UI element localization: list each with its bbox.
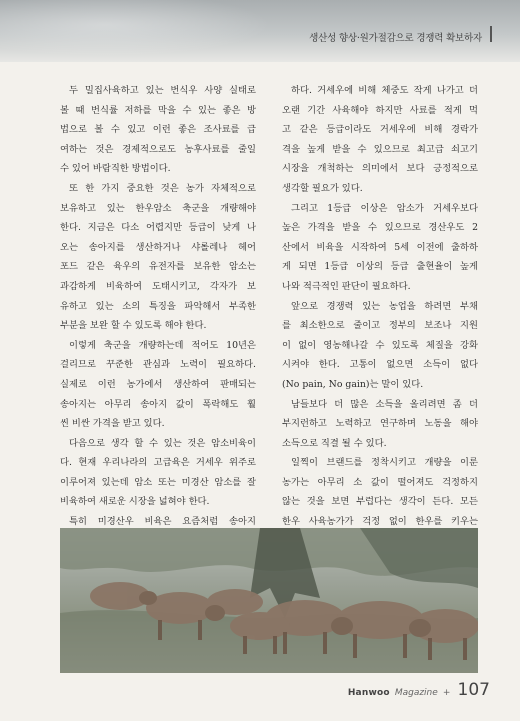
text-line: 고 같은 등급이라도 거세우에 비해 경락가 <box>282 124 478 136</box>
text-line: 이루어져 있는데 암소 또는 미경산 암소를 잘 <box>60 476 256 488</box>
text-line: 수 있어 바람직한 방법이다. <box>60 163 171 175</box>
right-column <box>282 81 478 551</box>
text-line: 이렇게 축군을 개량하는데 적어도 10년은 <box>69 339 256 351</box>
text-line: 법으로 볼 수 있고 이런 좋은 조사료를 급 <box>60 124 256 136</box>
text-line: 한우 사육농가가 걱정 없이 한우를 키우는 <box>282 516 478 528</box>
text-line: 두 밀집사육하고 있는 번식우 사양 실태로 <box>69 85 256 96</box>
text-line: 또 한 가지 중요한 것은 농가 자체적으로 <box>69 182 256 194</box>
text-line: 유하고 있는 소의 특징을 파악해서 부족한 <box>60 300 256 312</box>
paragraph <box>282 199 478 297</box>
text-line: 게 되면 1등급 이상의 등급 출현율이 높게 <box>282 261 478 273</box>
footer-plus: + <box>442 688 451 698</box>
page-footer <box>348 680 490 700</box>
text-line: 하다. 거세우에 비해 체중도 작게 나가고 더 <box>291 85 478 96</box>
text-line: 앞으로 경쟁력 있는 농업을 하려면 부채 <box>291 300 478 312</box>
text-line: 나와 적극적인 판단이 필요하다. <box>282 280 411 292</box>
text-line: 소득으로 직결 될 수 있다. <box>282 437 387 449</box>
text-line: 생각할 필요가 있다. <box>282 182 363 194</box>
text-line: (No pain, No gain)는 말이 있다. <box>282 378 424 390</box>
cattle-photo <box>60 528 478 673</box>
text-line: 산에서 비육을 시작하여 5세 이전에 출하하 <box>282 241 478 253</box>
text-line: 일찍이 브랜드를 정착시키고 개량을 이룬 <box>291 457 478 469</box>
text-line: 과감하게 비육하여 도태시키고, 각자가 보 <box>60 280 256 292</box>
text-line: 시장을 개척하는 의미에서 보다 긍정적으로 <box>282 163 478 175</box>
paragraph <box>282 297 478 395</box>
text-line: 이 없이 영농해나갈 수 있도록 체질을 강화 <box>282 339 478 351</box>
text-line: 볼 때 번식률 저하를 막을 수 있는 좋은 방 <box>60 104 256 116</box>
paragraph <box>60 336 256 434</box>
text-line: 보유하고 있는 한우암소 축군을 개량해야 <box>60 202 256 214</box>
paragraph <box>60 434 256 512</box>
text-line: 걸리므로 꾸준한 관심과 노력이 필요하다. <box>60 359 256 371</box>
header-divider-bar <box>490 26 492 42</box>
text-line: 다. 현재 우리나라의 고급육은 거세우 위주로 <box>60 457 256 469</box>
paragraph <box>282 395 478 454</box>
text-line: 포드 같은 육우의 유전자를 보유한 암소는 <box>60 261 256 273</box>
paragraph <box>282 81 478 199</box>
text-line: 실제로 이런 농가에서 생산하여 판매되는 <box>60 378 256 390</box>
text-line: 한다. 지금은 다소 어렵지만 등급이 낮게 나 <box>60 222 256 234</box>
paragraph <box>60 81 256 179</box>
footer-brand: Hanwoo <box>347 688 390 698</box>
text-line: 송아지는 아무리 송아지 값이 폭락해도 훨 <box>60 398 256 410</box>
text-line: 씬 비싼 가격을 받고 있다. <box>60 418 165 430</box>
cattle-photo-illustration <box>60 528 478 673</box>
text-line: 높은 가격을 받을 수 있으므로 경산우도 2 <box>282 222 478 234</box>
header-title: 생산성 향상·원가절감으로 경쟁력 확보하자 <box>309 33 482 44</box>
text-line: 그리고 1등급 이상은 암소가 거세우보다 <box>291 202 478 214</box>
page-number: 107 <box>457 680 490 700</box>
header-band <box>0 0 520 62</box>
paragraph <box>60 179 256 336</box>
article-body <box>60 81 478 528</box>
text-line: 를 최소한으로 줄이고 정부의 보조나 지원 <box>282 320 478 332</box>
text-line: 않는 것을 보면 부럽다는 생각이 든다. 모든 <box>282 496 478 508</box>
text-line: 격을 높게 받을 수 있으므로 최고급 쇠고기 <box>282 143 478 155</box>
text-line: 여하는 것은 경제적으로도 농후사료를 줄일 <box>60 143 256 155</box>
left-column <box>60 81 256 551</box>
text-line: 부지런하고 노력하고 연구하며 노동을 해야 <box>282 418 478 430</box>
text-line: 다음으로 생각 할 수 있는 것은 암소비육이 <box>69 437 256 449</box>
text-line: 남들보다 더 많은 소득을 올리려면 좀 더 <box>291 398 478 410</box>
text-line: 오랜 기간 사육해야 하지만 사료를 적게 먹 <box>282 104 478 116</box>
text-line: 비육하여 새로운 시장을 넓혀야 한다. <box>60 496 210 508</box>
text-line: 시켜야 한다. 고통이 없으면 소득이 없다 <box>282 359 478 371</box>
text-line: 농가는 아무리 소 값이 떨어져도 걱정하지 <box>282 476 478 488</box>
text-line: 특히 미경산우 비육은 요즘처럼 송아지 <box>69 516 256 528</box>
footer-magazine: Magazine <box>394 688 438 698</box>
text-line: 오는 송아지를 생산하거나 샤롤레나 헤어 <box>60 241 256 253</box>
text-line: 부분을 보완 할 수 있도록 해야 한다. <box>60 320 207 332</box>
